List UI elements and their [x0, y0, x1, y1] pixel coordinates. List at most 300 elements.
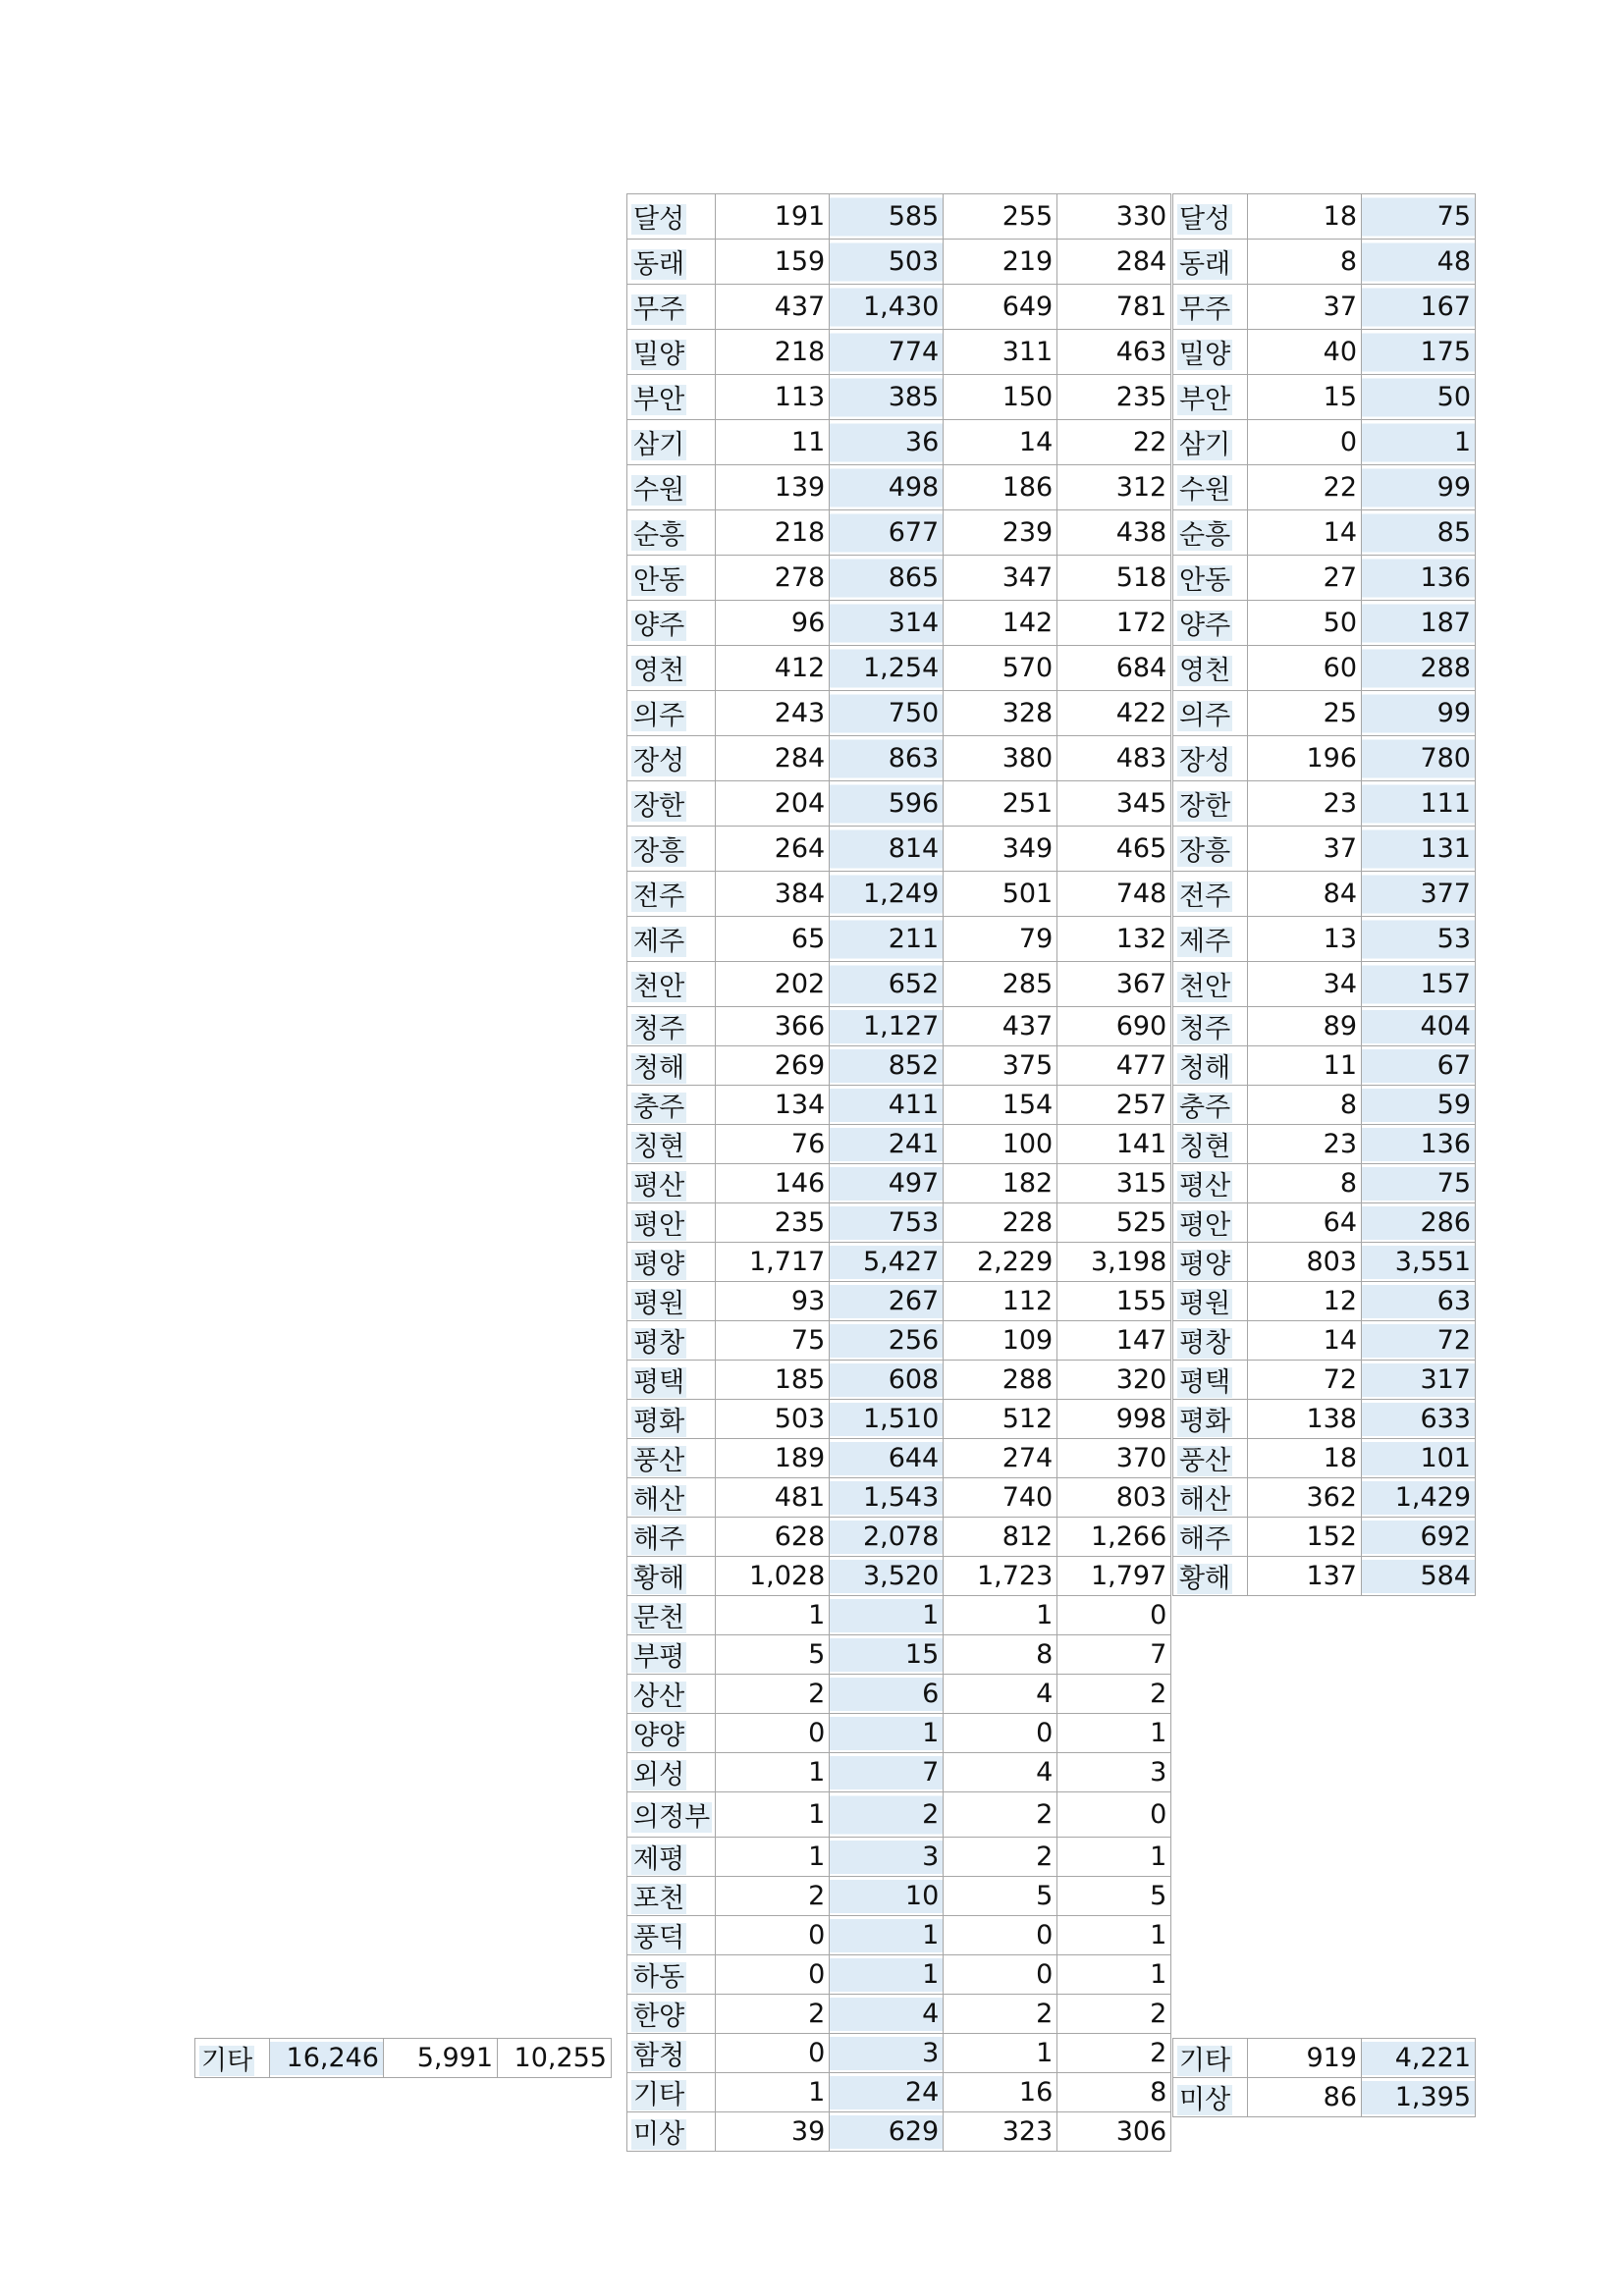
table-row [627, 510, 1171, 556]
value-cell: 75 [1362, 194, 1476, 240]
value-cell: 157 [1362, 962, 1476, 1007]
region-name-label: 기타 [201, 2046, 253, 2076]
value-cell: 255 [944, 194, 1057, 240]
value-cell: 465 [1057, 827, 1171, 872]
value-cell: 323 [944, 2112, 1057, 2152]
table-row [627, 1955, 1171, 1995]
table-row [627, 1518, 1171, 1557]
region-name-label: 부안 [1179, 385, 1231, 415]
value-cell: 134 [716, 1086, 830, 1125]
region-name-label: 평원 [1179, 1289, 1231, 1319]
region-name-label: 순흥 [1179, 520, 1231, 551]
value-cell: 182 [944, 1164, 1057, 1203]
region-name-cell [1173, 285, 1248, 330]
region-name-label: 칭현 [1179, 1132, 1231, 1162]
value-cell: 919 [1248, 2039, 1362, 2078]
value-cell: 50 [1362, 375, 1476, 420]
value-cell: 812 [944, 1518, 1057, 1557]
value-cell: 1 [1057, 1714, 1171, 1753]
value-cell: 5 [1057, 1877, 1171, 1916]
table-row [627, 1792, 1171, 1838]
table-row [627, 1046, 1171, 1086]
region-name-cell [195, 2039, 270, 2078]
value-cell: 4 [944, 1753, 1057, 1792]
region-name-cell [627, 1478, 716, 1518]
left-data-table [194, 2038, 612, 2078]
value-cell: 585 [830, 194, 944, 240]
region-name-cell [1173, 646, 1248, 691]
region-name-label: 전주 [633, 881, 685, 912]
region-name-label: 평화 [633, 1407, 685, 1437]
region-name-label: 밀양 [1179, 340, 1231, 370]
value-cell: 243 [716, 691, 830, 736]
table-row [627, 1838, 1171, 1877]
value-cell: 503 [830, 240, 944, 285]
table-row [627, 646, 1171, 691]
value-cell: 14 [1248, 1321, 1362, 1361]
value-cell: 167 [1362, 285, 1476, 330]
region-name-label: 의정부 [633, 1802, 711, 1833]
table-row [627, 1753, 1171, 1792]
region-name-cell [627, 1086, 716, 1125]
value-cell: 147 [1057, 1321, 1171, 1361]
value-cell: 750 [830, 691, 944, 736]
region-name-cell [627, 1243, 716, 1282]
region-name-label: 삼기 [1179, 430, 1231, 460]
region-name-cell [627, 2073, 716, 2112]
table-row [627, 1557, 1171, 1596]
table-row [1173, 1478, 1476, 1518]
table-row [627, 1714, 1171, 1753]
region-name-label: 평택 [633, 1367, 685, 1398]
region-name-cell [627, 1400, 716, 1439]
table-row [627, 330, 1171, 375]
region-name-label: 칭현 [633, 1132, 685, 1162]
value-cell: 1 [716, 1838, 830, 1877]
region-name-label: 수원 [1179, 475, 1231, 506]
value-cell: 154 [944, 1086, 1057, 1125]
value-cell: 286 [1362, 1203, 1476, 1243]
value-cell: 99 [1362, 465, 1476, 510]
value-cell: 3,520 [830, 1557, 944, 1596]
table-row [627, 962, 1171, 1007]
value-cell: 370 [1057, 1439, 1171, 1478]
value-cell: 1,266 [1057, 1518, 1171, 1557]
region-name-cell [1173, 2039, 1248, 2078]
table-row [627, 1439, 1171, 1478]
region-name-cell [627, 1439, 716, 1478]
value-cell: 264 [716, 827, 830, 872]
table-row [1173, 465, 1476, 510]
value-cell: 477 [1057, 1046, 1171, 1086]
value-cell: 132 [1057, 917, 1171, 962]
table-row [1173, 646, 1476, 691]
value-cell: 518 [1057, 556, 1171, 601]
table-row [1173, 1282, 1476, 1321]
table-row [627, 1635, 1171, 1675]
table-row [1173, 510, 1476, 556]
region-name-cell [1173, 736, 1248, 781]
table-row [627, 827, 1171, 872]
region-name-cell [627, 1714, 716, 1753]
value-cell: 865 [830, 556, 944, 601]
value-cell: 0 [716, 2034, 830, 2073]
table-row [627, 2034, 1171, 2073]
value-cell: 781 [1057, 285, 1171, 330]
region-name-label: 양주 [633, 611, 685, 641]
value-cell: 189 [716, 1439, 830, 1478]
value-cell: 40 [1248, 330, 1362, 375]
region-name-label: 안동 [633, 565, 685, 596]
region-name-cell [627, 1753, 716, 1792]
value-cell: 649 [944, 285, 1057, 330]
region-name-cell [1173, 1243, 1248, 1282]
value-cell: 5,991 [384, 2039, 498, 2078]
value-cell: 59 [1362, 1086, 1476, 1125]
value-cell: 235 [1057, 375, 1171, 420]
region-name-cell [627, 1635, 716, 1675]
value-cell: 14 [1248, 510, 1362, 556]
value-cell: 27 [1248, 556, 1362, 601]
value-cell: 7 [830, 1753, 944, 1792]
table-row [1173, 601, 1476, 646]
region-name-label: 평화 [1179, 1407, 1231, 1437]
value-cell: 463 [1057, 330, 1171, 375]
value-cell: 3 [830, 1838, 944, 1877]
region-name-cell [1173, 1557, 1248, 1596]
region-name-cell [1173, 1518, 1248, 1557]
value-cell: 1,717 [716, 1243, 830, 1282]
value-cell: 99 [1362, 691, 1476, 736]
region-name-cell [627, 601, 716, 646]
value-cell: 60 [1248, 646, 1362, 691]
value-cell: 628 [716, 1518, 830, 1557]
value-cell: 5,427 [830, 1243, 944, 1282]
region-name-label: 제평 [633, 1844, 685, 1875]
table-row [1173, 2078, 1476, 2117]
region-name-label: 해주 [1179, 1524, 1231, 1555]
region-name-label: 의주 [633, 701, 685, 731]
value-cell: 503 [716, 1400, 830, 1439]
value-cell: 0 [1057, 1596, 1171, 1635]
value-cell: 748 [1057, 872, 1171, 917]
table-row [627, 1125, 1171, 1164]
region-name-cell [627, 1164, 716, 1203]
table-row [627, 2112, 1171, 2152]
value-cell: 10,255 [498, 2039, 612, 2078]
table-row [627, 556, 1171, 601]
value-cell: 803 [1248, 1243, 1362, 1282]
region-name-cell [1173, 556, 1248, 601]
value-cell: 2 [944, 1792, 1057, 1838]
region-name-cell [627, 2034, 716, 2073]
value-cell: 2 [716, 1877, 830, 1916]
value-cell: 652 [830, 962, 944, 1007]
value-cell: 2 [830, 1792, 944, 1838]
table-row [627, 1596, 1171, 1635]
value-cell: 2 [1057, 1995, 1171, 2034]
value-cell: 2 [944, 1838, 1057, 1877]
value-cell: 0 [716, 1955, 830, 1995]
value-cell: 16,246 [270, 2039, 384, 2078]
region-name-cell [627, 1007, 716, 1046]
table-row [1173, 1046, 1476, 1086]
region-name-cell [1173, 962, 1248, 1007]
right-bottom-data-table [1172, 2038, 1476, 2117]
region-name-label: 무주 [633, 294, 685, 325]
value-cell: 584 [1362, 1557, 1476, 1596]
region-name-cell [1173, 1203, 1248, 1243]
region-name-label: 해주 [633, 1524, 685, 1555]
value-cell: 8 [1057, 2073, 1171, 2112]
region-name-cell [1173, 827, 1248, 872]
region-name-cell [1173, 1164, 1248, 1203]
region-name-cell [1173, 1400, 1248, 1439]
value-cell: 314 [830, 601, 944, 646]
region-name-label: 장한 [1179, 791, 1231, 822]
value-cell: 100 [944, 1125, 1057, 1164]
value-cell: 629 [830, 2112, 944, 2152]
region-name-label: 문천 [633, 1603, 685, 1633]
value-cell: 172 [1057, 601, 1171, 646]
value-cell: 366 [716, 1007, 830, 1046]
value-cell: 2 [1057, 1675, 1171, 1714]
region-name-label: 청주 [1179, 1014, 1231, 1044]
value-cell: 109 [944, 1321, 1057, 1361]
value-cell: 16 [944, 2073, 1057, 2112]
region-name-label: 충주 [633, 1093, 685, 1123]
table-row [627, 194, 1171, 240]
value-cell: 1 [830, 1916, 944, 1955]
value-cell: 2 [944, 1995, 1057, 2034]
value-cell: 349 [944, 827, 1057, 872]
value-cell: 101 [1362, 1439, 1476, 1478]
table-row [627, 736, 1171, 781]
region-name-label: 밀양 [633, 340, 685, 370]
value-cell: 22 [1057, 420, 1171, 465]
value-cell: 1 [830, 1955, 944, 1995]
table-row [1173, 1203, 1476, 1243]
value-cell: 84 [1248, 872, 1362, 917]
value-cell: 377 [1362, 872, 1476, 917]
region-name-cell [1173, 375, 1248, 420]
value-cell: 5 [716, 1635, 830, 1675]
value-cell: 72 [1362, 1321, 1476, 1361]
value-cell: 15 [830, 1635, 944, 1675]
value-cell: 8 [1248, 1086, 1362, 1125]
value-cell: 64 [1248, 1203, 1362, 1243]
value-cell: 89 [1248, 1007, 1362, 1046]
region-name-label: 양주 [1179, 611, 1231, 641]
table-row [1173, 194, 1476, 240]
value-cell: 288 [944, 1361, 1057, 1400]
value-cell: 347 [944, 556, 1057, 601]
value-cell: 256 [830, 1321, 944, 1361]
table-row [1173, 1361, 1476, 1400]
value-cell: 39 [716, 2112, 830, 2152]
table-row [1173, 330, 1476, 375]
value-cell: 1 [716, 2073, 830, 2112]
table-row [627, 1877, 1171, 1916]
table-row [627, 1321, 1171, 1361]
right-bottom-table-body [1173, 2039, 1476, 2117]
value-cell: 241 [830, 1125, 944, 1164]
table-row [1173, 1518, 1476, 1557]
value-cell: 1,723 [944, 1557, 1057, 1596]
region-name-cell [627, 510, 716, 556]
value-cell: 1 [944, 1596, 1057, 1635]
region-name-label: 청주 [633, 1014, 685, 1044]
value-cell: 753 [830, 1203, 944, 1243]
value-cell: 79 [944, 917, 1057, 962]
value-cell: 25 [1248, 691, 1362, 736]
region-name-cell [627, 1596, 716, 1635]
region-name-cell [627, 330, 716, 375]
value-cell: 23 [1248, 1125, 1362, 1164]
region-name-label: 황해 [1179, 1564, 1231, 1594]
region-name-cell [627, 1916, 716, 1955]
region-name-cell [1173, 465, 1248, 510]
region-name-cell [1173, 1361, 1248, 1400]
value-cell: 8 [944, 1635, 1057, 1675]
value-cell: 267 [830, 1282, 944, 1321]
value-cell: 8 [1248, 1164, 1362, 1203]
value-cell: 438 [1057, 510, 1171, 556]
value-cell: 142 [944, 601, 1057, 646]
value-cell: 677 [830, 510, 944, 556]
region-name-cell [627, 1557, 716, 1596]
value-cell: 4 [830, 1995, 944, 2034]
region-name-cell [1173, 420, 1248, 465]
value-cell: 7 [1057, 1635, 1171, 1675]
value-cell: 362 [1248, 1478, 1362, 1518]
value-cell: 1 [1057, 1955, 1171, 1995]
region-name-label: 장성 [1179, 746, 1231, 776]
region-name-label: 미상 [633, 2119, 685, 2150]
value-cell: 690 [1057, 1007, 1171, 1046]
value-cell: 380 [944, 736, 1057, 781]
region-name-label: 장흥 [1179, 836, 1231, 867]
value-cell: 36 [830, 420, 944, 465]
value-cell: 317 [1362, 1361, 1476, 1400]
region-name-label: 충주 [1179, 1093, 1231, 1123]
value-cell: 136 [1362, 556, 1476, 601]
table-row [627, 1916, 1171, 1955]
region-name-label: 장성 [633, 746, 685, 776]
table-row [195, 2039, 612, 2078]
region-name-label: 무주 [1179, 294, 1231, 325]
region-name-cell [1173, 510, 1248, 556]
value-cell: 152 [1248, 1518, 1362, 1557]
table-row [1173, 1439, 1476, 1478]
value-cell: 8 [1248, 240, 1362, 285]
region-name-label: 평양 [1179, 1250, 1231, 1280]
table-row [1173, 691, 1476, 736]
value-cell: 437 [944, 1007, 1057, 1046]
value-cell: 3,551 [1362, 1243, 1476, 1282]
region-name-cell [627, 1282, 716, 1321]
region-name-label: 평원 [633, 1289, 685, 1319]
table-row [1173, 240, 1476, 285]
region-name-cell [1173, 1046, 1248, 1086]
value-cell: 2,078 [830, 1518, 944, 1557]
value-cell: 814 [830, 827, 944, 872]
table-row [1173, 420, 1476, 465]
region-name-cell [627, 736, 716, 781]
value-cell: 311 [944, 330, 1057, 375]
left-table-body [195, 2039, 612, 2078]
value-cell: 1 [944, 2034, 1057, 2073]
value-cell: 138 [1248, 1400, 1362, 1439]
value-cell: 3,198 [1057, 1243, 1171, 1282]
region-name-label: 외성 [633, 1760, 685, 1790]
region-name-cell [1173, 691, 1248, 736]
value-cell: 1,430 [830, 285, 944, 330]
value-cell: 218 [716, 510, 830, 556]
value-cell: 211 [830, 917, 944, 962]
region-name-cell [1173, 917, 1248, 962]
value-cell: 11 [716, 420, 830, 465]
region-name-label: 해산 [1179, 1485, 1231, 1516]
region-name-label: 부평 [633, 1642, 685, 1673]
value-cell: 1,429 [1362, 1478, 1476, 1518]
value-cell: 633 [1362, 1400, 1476, 1439]
value-cell: 76 [716, 1125, 830, 1164]
value-cell: 13 [1248, 917, 1362, 962]
table-row [627, 1243, 1171, 1282]
region-name-cell [627, 1995, 716, 2034]
value-cell: 269 [716, 1046, 830, 1086]
value-cell: 330 [1057, 194, 1171, 240]
value-cell: 23 [1248, 781, 1362, 827]
value-cell: 4 [944, 1675, 1057, 1714]
table-row [627, 1478, 1171, 1518]
value-cell: 67 [1362, 1046, 1476, 1086]
value-cell: 385 [830, 375, 944, 420]
table-row [1173, 1164, 1476, 1203]
value-cell: 320 [1057, 1361, 1171, 1400]
value-cell: 852 [830, 1046, 944, 1086]
table-row [627, 285, 1171, 330]
value-cell: 1,510 [830, 1400, 944, 1439]
region-name-label: 해산 [633, 1485, 685, 1516]
region-name-label: 청해 [1179, 1053, 1231, 1084]
table-row [1173, 827, 1476, 872]
region-name-label: 전주 [1179, 881, 1231, 912]
region-name-label: 풍산 [633, 1446, 685, 1476]
value-cell: 37 [1248, 827, 1362, 872]
region-name-label: 평양 [633, 1250, 685, 1280]
value-cell: 257 [1057, 1086, 1171, 1125]
value-cell: 692 [1362, 1518, 1476, 1557]
region-name-cell [1173, 1321, 1248, 1361]
value-cell: 596 [830, 781, 944, 827]
value-cell: 22 [1248, 465, 1362, 510]
value-cell: 774 [830, 330, 944, 375]
value-cell: 11 [1248, 1046, 1362, 1086]
region-name-cell [1173, 1007, 1248, 1046]
value-cell: 0 [1248, 420, 1362, 465]
region-name-label: 동래 [633, 249, 685, 280]
table-row [627, 1361, 1171, 1400]
region-name-label: 양양 [633, 1721, 685, 1751]
main-table-body [627, 194, 1171, 2152]
table-row [627, 1675, 1171, 1714]
value-cell: 0 [716, 1916, 830, 1955]
value-cell: 112 [944, 1282, 1057, 1321]
value-cell: 1 [716, 1753, 830, 1792]
region-name-cell [627, 917, 716, 962]
